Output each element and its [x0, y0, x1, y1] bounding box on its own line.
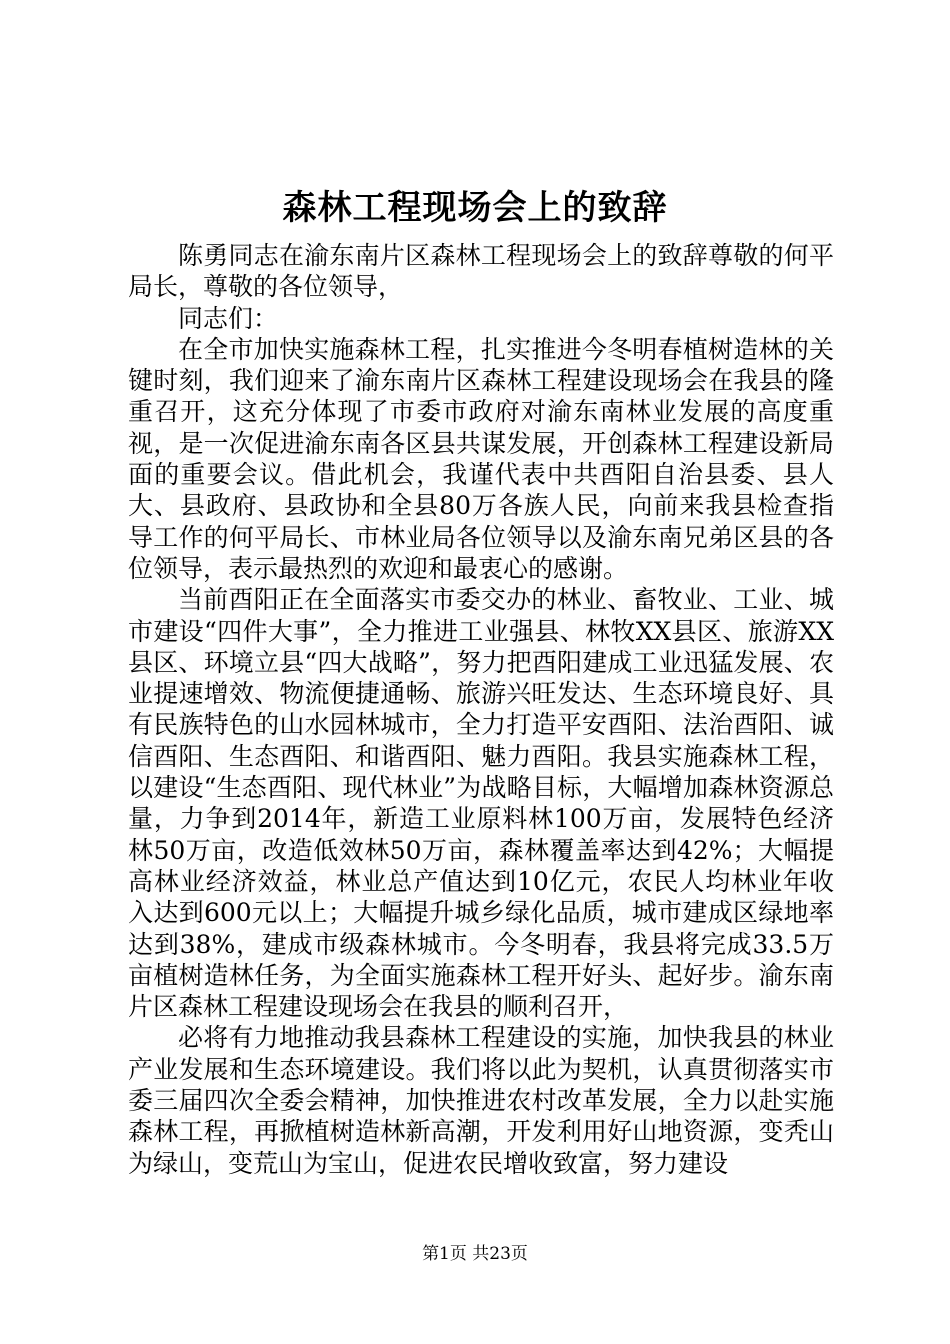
document-body: [128, 240, 834, 1179]
page-number-footer: 第1页 共23页: [422, 1244, 528, 1264]
document-title: 森林工程现场会上的致辞: [282, 188, 668, 228]
paragraph-strategy: 当前酉阳正在全面落实市委交办的林业、畜牧业、工业、城市建设“四件大事”，全力推进工业强县、林牧XX县区、旅游XX县区、环境立县“四大战略”，努力把酉阳建成工业迅猛发展、农业提速增效、物流便捷通畅、旅游兴旺发达、生态环境良好、具有民族特色的山水园林城市，全力打造平安酉阳、法治酉阳、诚信酉阳、生态酉阳、和谐酉阳、魅力酉阳。我县实施森林工程，以建设“生态酉阳、现代林业”为战略目标，大幅增加森林资源总量，力争到2014年，新造工业原料林100万亩，发展特色经济林50万亩，改造低效林50万亩，森林覆盖率达到42%；大幅提高林业经济效益，林业总产值达到10亿元，农民人均林业年收入达到600元以上；大幅提升城乡绿化品质，城市建成区绿地率达到38%，建成市级森林城市。今冬明春，我县将完成33.5万亩植树造林任务，为全面实施森林工程开好头、起好步。渝东南片区森林工程建设现场会在我县的顺利召开，: [128, 585, 834, 1022]
paragraph-commitment: 必将有力地推动我县森林工程建设的实施，加快我县的林业产业发展和生态环境建设。我们将以此为契机，认真贯彻落实市委三届四次全委会精神，加快推进农村改革发展，全力以赴实施森林工程，再掀植树造林新高潮，开发利用好山地资源，变秃山为绿山，变荒山为宝山，促进农民增收致富，努力建设: [128, 1023, 834, 1178]
paragraph-address: 同志们：: [178, 303, 279, 333]
paragraph-salutation: 陈勇同志在渝东南片区森林工程现场会上的致辞尊敬的何平局长，尊敬的各位领导，: [128, 241, 834, 302]
paragraph-welcome: 在全市加快实施森林工程，扎实推进今冬明春植树造林的关键时刻，我们迎来了渝东南片区森林工程建设现场会在我县的隆重召开，这充分体现了市委市政府对渝东南林业发展的高度重视，是一次促进渝东南各区县共谋发展，开创森林工程建设新局面的重要会议。借此机会，我谨代表中共酉阳自治县委、县人大、县政府、县政协和全县80万各族人民，向前来我县检查指导工作的何平局长、市林业局各位领导以及渝东南兄弟区县的各位领导，表示最热烈的欢迎和最衷心的感谢。: [128, 334, 834, 583]
